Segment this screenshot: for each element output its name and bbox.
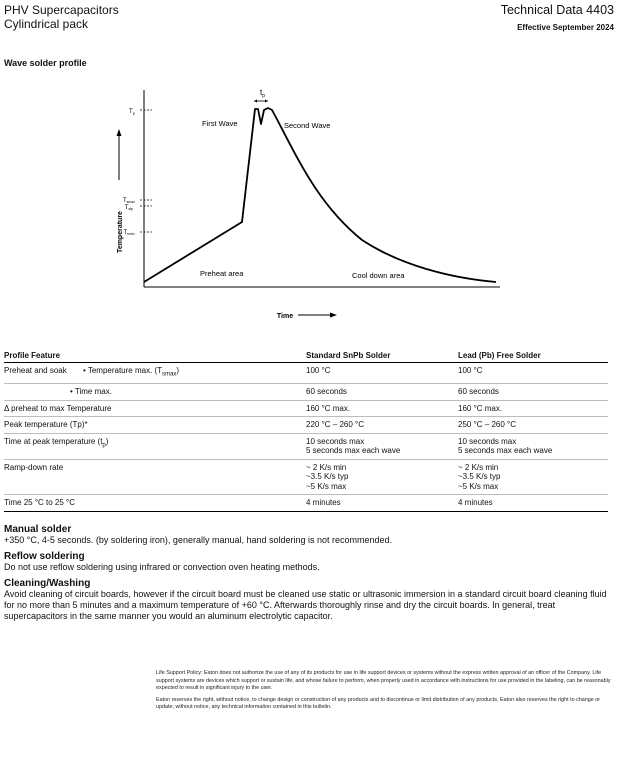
document-header-left [4, 3, 119, 31]
snpb-cell: 4 minutes [306, 495, 458, 512]
feature-cell: Ramp-down rate [4, 459, 306, 495]
manual-solder-text: +350 °C, 4-5 seconds. (by soldering iron), generally manual, hand soldering is not recommended. [4, 535, 393, 545]
effective-date: Effective September 2024 [517, 23, 614, 32]
snpb-cell: 220 °C – 260 °C [306, 417, 458, 434]
reflow-soldering-heading: Reflow soldering [4, 551, 85, 562]
life-support-policy: Life Support Policy: Eaton does not authorize the use of any of its products for use in life support devices or systems without the express written approval of an officer of the Company. Life support systems are devices which support or sustain life, and whose failure to perform, when properly used in accordance with instructions for use provided in the labeling, can be reasonably expected to result in significant injury to the user. [156, 670, 611, 691]
rights-reserved-notice: Eaton reserves the right, without notice, to change design or construction of any products and to discontinue or limit distribution of any products. Eaton also reserves the right to change or update, without notice, any technical information contained in this bulletin. [156, 696, 601, 710]
col-header-pbfree: Lead (Pb) Free Solder [458, 348, 608, 363]
table-row [4, 384, 608, 401]
cleaning-washing-heading: Cleaning/Washing [4, 578, 91, 589]
table-row [4, 459, 608, 495]
snpb-cell: 60 seconds [306, 384, 458, 401]
feature-cell: Time 25 °C to 25 °C [4, 495, 306, 512]
temperature-arrowhead [117, 129, 122, 136]
tstp-label: Tstp [124, 205, 134, 212]
cleaning-washing-text: Avoid cleaning of circuit boards, however if the circuit board must be cleaned use static or ultrasonic immersion in a standard circuit board cleaning fluid for no more than 5 minutes and a maximum temperature of +60 °C. Afterwards thoroughly rinse and dry the circuit boards. In general, treat supercapacitors in the same manner you would an aluminum electrolytic capacitor. [4, 589, 607, 621]
table-row [4, 433, 608, 459]
table-row [4, 363, 608, 384]
feature-cell: Peak temperature (Tp)* [4, 417, 306, 434]
col-header-snpb: Standard SnPb Solder [306, 348, 458, 363]
wave-solder-profile-diagram [100, 82, 510, 327]
section-title: Wave solder profile [4, 58, 87, 68]
legal-footer [156, 670, 616, 716]
product-subtitle: Cylindrical pack [4, 17, 89, 31]
preheat-area-label: Preheat area [200, 269, 244, 278]
snpb-cell: 160 °C max. [306, 400, 458, 417]
pbfree-cell: 160 °C max. [458, 400, 608, 417]
solder-notes [4, 523, 610, 627]
table-row [4, 400, 608, 417]
doc-title: Technical Data 4403 [500, 3, 614, 17]
snpb-cell: 100 °C [306, 363, 458, 384]
product-name: PHV Supercapacitors [4, 3, 119, 17]
reflow-soldering-text: Do not use reflow soldering using infrared or convection oven heating methods. [4, 562, 320, 572]
tsmin-label: Tsmin [123, 230, 135, 237]
tp-bracket-right [265, 100, 268, 103]
tp-bracket-left [254, 100, 257, 103]
table-header-row [4, 348, 608, 363]
snpb-cell: ~ 2 K/s min ~3.5 K/s typ ~5 K/s max [306, 459, 458, 495]
feature-cell: Δ preheat to max Temperature [4, 400, 306, 417]
table-row [4, 417, 608, 434]
second-wave-label: Second Wave [284, 121, 331, 130]
tsmax-label: Tsmax [122, 198, 136, 205]
pbfree-cell: 4 minutes [458, 495, 608, 512]
feature-cell: Preheat and soak • Temperature max. $(T_{smax})$ [4, 363, 306, 384]
time-axis-label: Time [276, 313, 294, 320]
temperature-axis-label: Temperature [117, 211, 124, 253]
pbfree-cell: 100 °C [458, 363, 608, 384]
pbfree-cell: 10 seconds max 5 seconds max each wave [458, 433, 608, 459]
cool-down-area-label: Cool down area [352, 271, 405, 280]
document-header-right [501, 3, 614, 32]
pbfree-cell: ~ 2 K/s min ~3.5 K/s typ ~5 K/s max [458, 459, 608, 495]
tp-label: $T_p$ [129, 109, 135, 116]
time-arrowhead [330, 313, 337, 318]
col-header-feature: Profile Feature [4, 348, 306, 363]
first-wave-label: First Wave [202, 119, 238, 128]
feature-cell: • Time max. [4, 384, 306, 401]
snpb-cell: 10 seconds max 5 seconds max each wave [306, 433, 458, 459]
manual-solder-heading: Manual solder [4, 524, 72, 535]
solder-profile-curve [144, 108, 496, 282]
pbfree-cell: 60 seconds [458, 384, 608, 401]
feature-cell: Time at peak temperature $(t_p)$ [4, 433, 306, 459]
profile-feature-table [4, 348, 608, 512]
tp-duration-label: $t_p$ [260, 88, 266, 99]
table-row [4, 495, 608, 512]
pbfree-cell: 250 °C – 260 °C [458, 417, 608, 434]
